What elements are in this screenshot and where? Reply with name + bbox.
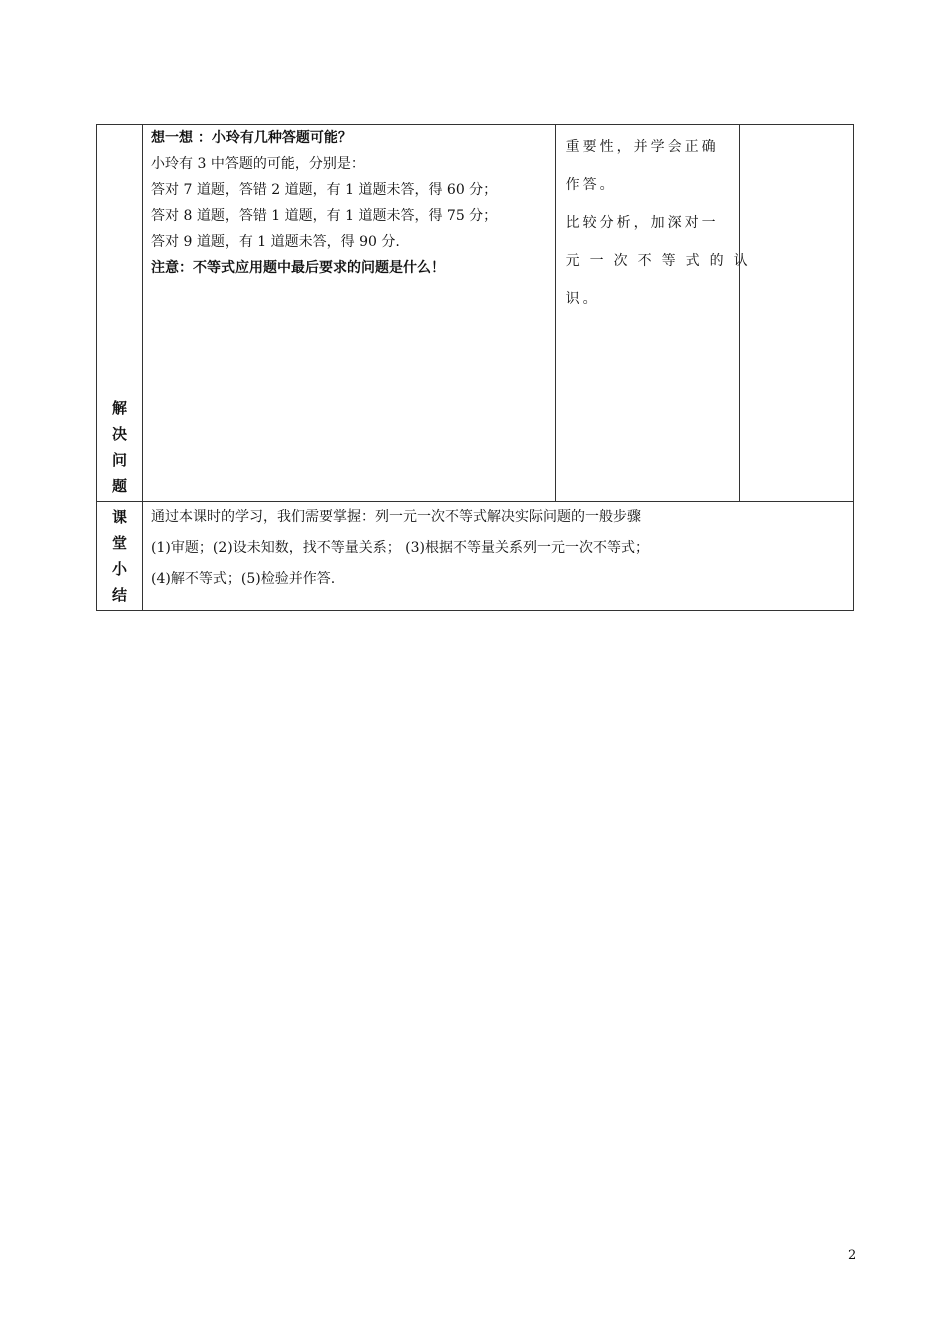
class-summary-label-cell: [97, 502, 143, 611]
class-summary-row: [97, 502, 854, 611]
answer-option-1: 答对 7 道题，答错 2 道题，有 1 道题未答，得 60 分；: [151, 182, 498, 198]
label-char: 决: [112, 425, 128, 443]
think-heading: 想一想 ：小玲有几种答题可能？: [151, 130, 352, 146]
label-char: 课: [112, 508, 128, 526]
answer-option-2: 答对 8 道题，答错 1 道题，有 1 道题未答，得 75 分；: [151, 208, 498, 224]
class-summary-label: [97, 502, 142, 610]
solve-problem-row: [97, 125, 854, 502]
answer-option-3: 答对 9 道题，有 1 道题未答，得 90 分.: [151, 234, 400, 250]
label-char: 小: [112, 560, 128, 578]
label-char: 解: [112, 399, 128, 417]
intent-line-3: 比较分析，加深对一: [565, 215, 719, 231]
label-char: 结: [112, 586, 128, 604]
page-number: 2: [848, 1248, 857, 1263]
solve-problem-label: [97, 395, 142, 501]
label-char: 问: [112, 451, 128, 469]
summary-line-2: (1)审题；(2)设未知数，找不等量关系； (3)根据不等量关系列一元一次不等式；: [151, 540, 649, 556]
intent-line-1: 重要性，并学会正确: [565, 139, 719, 155]
solve-problem-label-cell: [97, 125, 143, 502]
attention-note: 注意：不等式应用题中最后要求的问题是什么！: [151, 260, 446, 276]
intent-line-4: 元一次不等式的认: [565, 253, 758, 269]
class-summary-content-cell: [143, 502, 854, 611]
intent-line-2: 作答。: [565, 177, 617, 193]
answer-intro: 小玲有 3 中答题的可能，分别是：: [151, 156, 365, 172]
notes-cell: [739, 125, 853, 502]
intent-line-5: 识。: [565, 291, 600, 307]
label-char: 题: [112, 477, 128, 495]
summary-line-1: 通过本课时的学习，我们需要掌握：列一元一次不等式解决实际问题的一般步骤: [151, 509, 642, 525]
lesson-plan-table: [96, 124, 854, 611]
summary-line-3: (4)解不等式；(5)检验并作答.: [151, 571, 336, 587]
label-char: 堂: [112, 534, 128, 552]
solve-problem-content-cell: [143, 125, 556, 502]
design-intent-cell: [555, 125, 758, 502]
